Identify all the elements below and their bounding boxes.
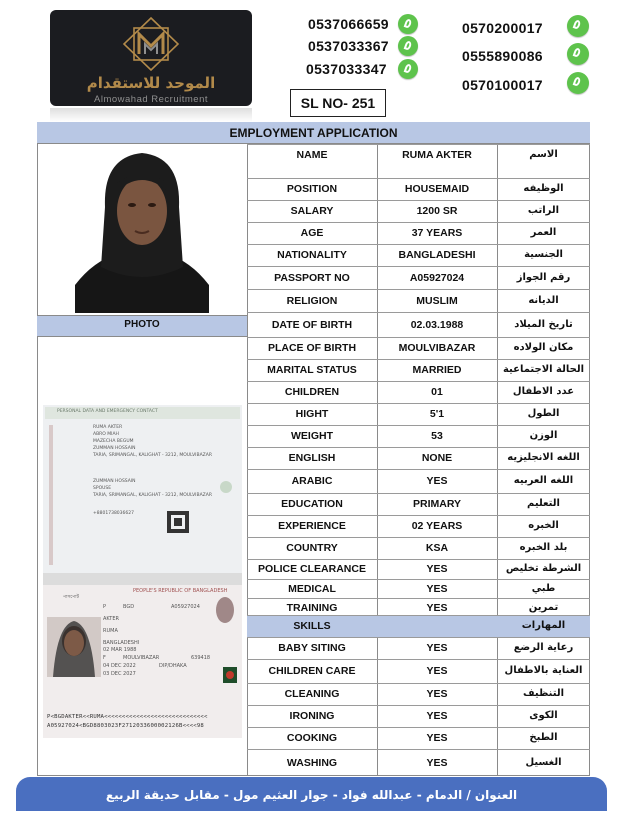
passport-scan <box>43 405 242 738</box>
place-of-birth-label: PLACE OF BIRTH <box>267 342 357 354</box>
passport-line: SPOUSE <box>93 486 112 491</box>
form-title: EMPLOYMENT APPLICATION <box>37 122 590 144</box>
phone-right-3[interactable]: 0570100017 <box>462 77 543 93</box>
hight-value: 5'1 <box>429 408 445 420</box>
skills-arabic-label: المهارات <box>521 620 566 631</box>
phone-left-3[interactable]: 0537033347 <box>306 61 387 77</box>
children-arabic-label: عدد الاطفال <box>512 386 575 397</box>
ironing-label: IRONING <box>289 710 335 722</box>
passport-line: MAZECHA BEGUM <box>93 439 134 444</box>
passport-given-name: RUMA <box>103 628 118 634</box>
age-value: 37 YEARS <box>411 227 463 239</box>
whatsapp-icon <box>398 59 418 79</box>
english-arabic-label: اللغه الانجليزيه <box>507 452 580 463</box>
country-label: COUNTRY <box>286 542 338 554</box>
education-value: PRIMARY <box>412 498 462 510</box>
children-label: CHILDREN <box>284 386 340 398</box>
serial-number: SL NO- 251 <box>290 89 386 117</box>
marital-status-arabic-label: الحالة الاجتماعية <box>502 364 585 375</box>
whatsapp-icon <box>398 36 418 56</box>
education-label: EDUCATION <box>281 498 343 510</box>
passport-type: P <box>103 604 107 610</box>
passport-authority: DIP/DHAKA <box>159 663 187 669</box>
cooking-label: COOKING <box>286 732 338 744</box>
salary-value: 1200 SR <box>416 205 458 217</box>
age-arabic-label: العمر <box>530 227 557 238</box>
row-passport-no <box>247 266 590 289</box>
passport-line: TARIA, SRIMANGAL, KALIGHAT - 3212, MOULVIBAZAR <box>93 453 212 458</box>
applicant-photo <box>75 147 209 313</box>
passport-line: ZUMMAN HOSSAIN <box>93 446 136 451</box>
date-of-birth-arabic-label: تاريخ الميلاد <box>514 318 573 330</box>
weight-value: 53 <box>431 430 443 442</box>
passport-pob: MOULVIBAZAR <box>123 655 160 661</box>
logo-reflection <box>50 108 252 122</box>
passport-surname: AKTER <box>103 616 119 622</box>
country-value: KSA <box>425 542 449 554</box>
passport-code: BGD <box>123 604 135 610</box>
phone-right-1[interactable]: 0570200017 <box>462 20 543 36</box>
passport-country: PEOPLE'S REPUBLIC OF BANGLADESH <box>133 588 228 594</box>
religion-label: RELIGION <box>286 294 338 307</box>
skills-label: SKILLS <box>293 620 331 632</box>
row-english <box>247 447 590 469</box>
date-of-birth-value: 02.03.1988 <box>410 318 464 331</box>
children-value: 01 <box>431 386 443 398</box>
row-religion <box>247 289 590 312</box>
marital-status-label: MARITAL STATUS <box>267 364 357 376</box>
company-logo <box>50 10 252 106</box>
name-label: NAME <box>296 149 328 161</box>
row-baby-siting <box>247 637 590 659</box>
row-children <box>247 381 590 403</box>
english-label: ENGLISH <box>288 452 336 464</box>
row-date-of-birth <box>247 312 590 337</box>
whatsapp-icon <box>567 43 589 65</box>
medical-label: MEDICAL <box>288 583 336 595</box>
whatsapp-icon <box>398 14 418 34</box>
passport-data-title: PERSONAL DATA AND EMERGENCY CONTACT <box>57 409 158 414</box>
passport-issue-date: 04 DEC 2022 <box>103 663 136 669</box>
place-of-birth-value: MOULVIBAZAR <box>398 342 476 354</box>
cooking-arabic-label: الطبخ <box>529 732 558 743</box>
row-salary <box>247 200 590 222</box>
arabic-label: ARABIC <box>291 475 333 487</box>
police-clearance-value: YES <box>426 563 448 575</box>
nationality-arabic-label: الجنسية <box>524 249 563 260</box>
row-position <box>247 178 590 200</box>
children-care-value: YES <box>426 665 448 677</box>
experience-label: EXPERIENCE <box>278 520 346 532</box>
country-arabic-label: بلد الخبره <box>519 542 568 553</box>
name-value: RUMA AKTER <box>402 149 472 161</box>
row-ironing <box>247 705 590 727</box>
whatsapp-icon <box>567 72 589 94</box>
passport-number: A05927024 <box>171 604 200 610</box>
passport-line: +8801738036627 <box>93 511 134 516</box>
training-label: TRAINING <box>286 602 338 614</box>
salary-arabic-label: الراتب <box>527 205 560 216</box>
row-place-of-birth <box>247 337 590 359</box>
row-marital-status <box>247 359 590 381</box>
row-training <box>247 598 590 615</box>
passport-dob: 02 MAR 1988 <box>103 647 137 653</box>
row-medical <box>247 579 590 598</box>
passport-no-arabic-label: رقم الجواز <box>516 271 571 283</box>
religion-value: MUSLIM <box>416 294 458 307</box>
passport-personal-no: 639418 <box>191 655 211 661</box>
row-children-care <box>247 659 590 683</box>
arabic-arabic-label: اللغه العربيه <box>513 475 574 486</box>
marital-status-value: MARRIED <box>412 364 462 376</box>
passport-line: TARIA, SRIMANGAL, KALIGHAT - 3212, MOULVIBAZAR <box>93 493 212 498</box>
children-care-label: CHILDREN CARE <box>268 665 356 677</box>
arabic-value: YES <box>426 475 448 487</box>
passport-label: পাসপোর্ট <box>63 595 79 600</box>
passport-nationality: BANGLADESHI <box>103 640 140 646</box>
hight-label: HIGHT <box>295 408 329 420</box>
ironing-arabic-label: الكوى <box>529 710 558 721</box>
washing-arabic-label: الغسيل <box>525 756 562 768</box>
row-weight <box>247 425 590 447</box>
religion-arabic-label: الديانه <box>528 294 559 306</box>
passport-line: ABRO MIAH <box>93 432 119 437</box>
ironing-value: YES <box>426 710 448 722</box>
logo-emblem-icon <box>122 16 180 72</box>
passport-expiry: 03 DEC 2027 <box>103 671 136 677</box>
position-value: HOUSEMAID <box>404 183 470 195</box>
medical-arabic-label: طبي <box>531 583 556 594</box>
address-footer: العنوان / الدمام - عبدالله فواد - جوار العثيم مول - مقابل حديقة الربيع <box>16 777 607 811</box>
logo-english-text: Almowahad Recruitment <box>94 94 208 105</box>
row-age <box>247 222 590 244</box>
experience-value: 02 YEARS <box>411 520 463 532</box>
passport-mrz-line-2: A05927024<BGD8803023F2712033600002126B<<<<98 <box>47 723 204 729</box>
salary-label: SALARY <box>290 205 334 217</box>
training-value: YES <box>426 602 448 614</box>
row-washing <box>247 749 590 776</box>
cleaning-value: YES <box>426 688 448 700</box>
phone-left-2[interactable]: 0537033367 <box>308 38 389 54</box>
medical-value: YES <box>426 583 448 595</box>
phone-right-2[interactable]: 0555890086 <box>462 48 543 64</box>
row-cleaning <box>247 683 590 705</box>
age-label: AGE <box>300 227 324 239</box>
police-clearance-label: POLICE CLEARANCE <box>258 563 366 575</box>
weight-arabic-label: الوزن <box>529 430 558 441</box>
row-nationality <box>247 244 590 266</box>
row-skills <box>247 615 590 637</box>
passport-mrz-line-1: P<BGDAKTER<<RUMA<<<<<<<<<<<<<<<<<<<<<<<<<<<<< <box>47 714 208 720</box>
cleaning-label: CLEANING <box>284 688 340 700</box>
row-name <box>247 144 590 178</box>
passport-line: ZUMMAN HOSSAIN <box>93 479 136 484</box>
row-cooking <box>247 727 590 749</box>
row-police-clearance <box>247 559 590 579</box>
name-arabic-label: الاسم <box>529 149 558 160</box>
position-arabic-label: الوظيفه <box>523 183 564 194</box>
logo-arabic-text: الموحد للاستقدام <box>86 74 216 92</box>
cleaning-arabic-label: التنظيف <box>522 688 565 699</box>
passport-sex: F <box>103 655 106 661</box>
hight-arabic-label: الطول <box>527 408 560 419</box>
whatsapp-icon <box>567 15 589 37</box>
phone-left-1[interactable]: 0537066659 <box>308 16 389 32</box>
position-label: POSITION <box>286 183 338 195</box>
passport-line: RUMA AKTER <box>93 425 123 430</box>
date-of-birth-label: DATE OF BIRTH <box>271 318 353 331</box>
washing-value: YES <box>426 756 448 769</box>
cooking-value: YES <box>426 732 448 744</box>
children-care-arabic-label: العناية بالاطفال <box>504 665 583 676</box>
row-hight <box>247 403 590 425</box>
training-arabic-label: تمرين <box>528 602 559 613</box>
place-of-birth-arabic-label: مكان الولاده <box>513 342 574 353</box>
photo-label: PHOTO <box>37 315 247 337</box>
nationality-label: NATIONALITY <box>277 249 347 261</box>
weight-label: WEIGHT <box>291 430 333 442</box>
washing-label: WASHING <box>286 756 338 769</box>
row-arabic <box>247 469 590 493</box>
passport-no-label: PASSPORT NO <box>274 271 350 284</box>
baby-siting-label: BABY SITING <box>278 642 346 654</box>
baby-siting-value: YES <box>426 642 448 654</box>
nationality-value: BANGLADESHI <box>398 249 476 261</box>
row-country <box>247 537 590 559</box>
english-value: NONE <box>421 452 453 464</box>
row-experience <box>247 515 590 537</box>
row-education <box>247 493 590 515</box>
baby-siting-arabic-label: رعاية الرضع <box>513 642 574 653</box>
education-arabic-label: التعليم <box>527 498 560 509</box>
experience-arabic-label: الخبره <box>528 520 559 531</box>
police-clearance-arabic-label: الشرطة تخليص <box>505 563 582 574</box>
passport-no-value: A05927024 <box>409 271 465 284</box>
